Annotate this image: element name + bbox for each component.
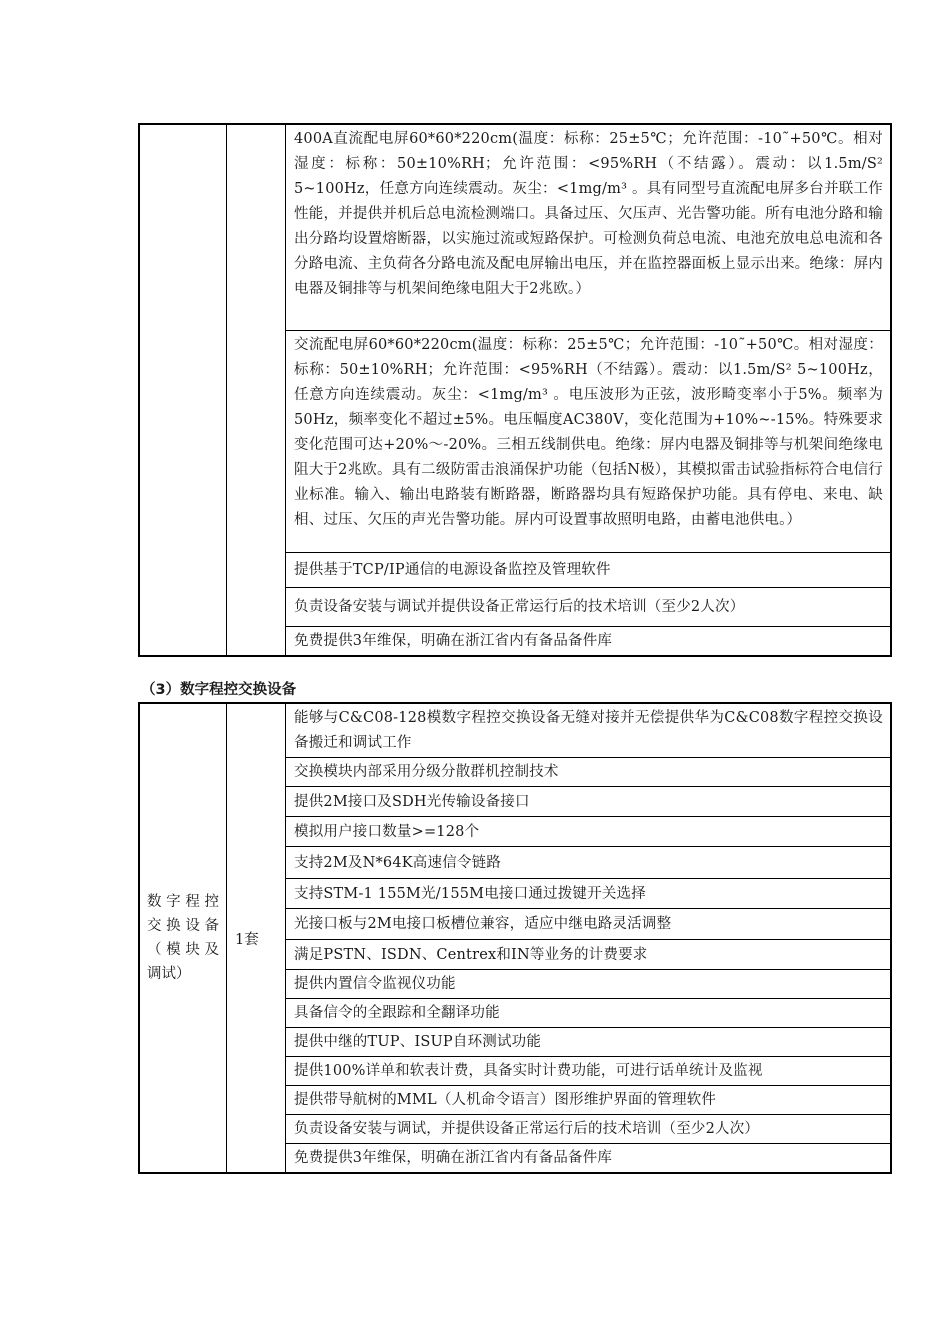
- item-name: 数字程控交换设备（模块及调试）: [147, 894, 219, 982]
- spec-text: 负责设备安装与调试，并提供设备正常运行后的技术培训（至少2人次）: [294, 1121, 760, 1137]
- spec-text: 提供中继的TUP、ISUP自环测试功能: [294, 1034, 542, 1050]
- spec-row: [286, 124, 892, 331]
- spec-row: [286, 909, 892, 940]
- quantity-cell: [227, 703, 286, 1173]
- spec-text: 提供基于TCP/IP通信的电源设备监控及管理软件: [294, 562, 611, 578]
- spec-text: 免费提供3年维保，明确在浙江省内有备品备件库: [294, 1150, 613, 1166]
- spec-text: 提供2M接口及SDH光传输设备接口: [294, 793, 530, 810]
- spec-text: 负责设备安装与调试并提供设备正常运行后的技术培训（至少2人次）: [294, 599, 745, 615]
- spec-text: 能够与C&C08-128模数字程控交换设备无缝对接并无偿提供华为C&C08数字程控交换设备搬迁和调试工作: [294, 710, 883, 751]
- spec-row: [286, 1057, 892, 1086]
- spec-text: 提供100%详单和软表计费，具备实时计费功能，可进行话单统计及监视: [294, 1063, 763, 1079]
- spec-text: 免费提供3年维保，明确在浙江省内有备品备件库: [294, 633, 613, 649]
- quantity: 1套: [235, 931, 259, 948]
- spec-row: [286, 879, 892, 909]
- spec-text: 满足PSTN、ISDN、Centrex和IN等业务的计费要求: [294, 946, 648, 963]
- spec-row: [286, 1144, 892, 1174]
- spec-row: [286, 847, 892, 879]
- item-name-cell: [139, 124, 227, 656]
- power-equipment-table: [138, 123, 892, 657]
- spec-text: 提供带导航树的MML（人机命令语言）图形维护界面的管理软件: [294, 1092, 717, 1108]
- spec-row: [286, 1115, 892, 1144]
- spec-text: 提供内置信令监视仪功能: [294, 976, 456, 992]
- spec-row: [286, 940, 892, 970]
- spec-row: [286, 1086, 892, 1115]
- spec-row: [286, 1028, 892, 1057]
- spec-text: 支持2M及N*64K高速信令链路: [294, 854, 501, 871]
- spec-row: [286, 703, 892, 758]
- spec-text: 交流配电屏60*60*220cm(温度：标称：25±5℃；允许范围：-10˜+50℃。相对湿度：标称：50±10%RH；允许范围：<95%RH（不结露）。震动：以1.5m/S² 5~100Hz，任意方向连续震动。灰尘：<1mg/m³ 。电压波形为正弦，波形畸变率小于5%。频率为50Hz，频率变化不超过±5%。电压幅度AC380V，变化范围为+10%~-15%。特殊要求变化范围可达+20%～-20%。三相五线制供电。绝缘：屏内电器及铜排等与机架间绝缘电阻大于2兆欧。具有二级防雷击浪涌保护功能（包括N极），其模拟雷击试验指标符合电信行业标准。输入、输出电路装有断路器，断路器均具有短路保护功能。具有停电、来电、缺相、过压、欠压的声光告警功能。屏内可设置事故照明电路，由蓄电池供电。）: [294, 337, 883, 528]
- spec-text: 交换模块内部采用分级分散群机控制技术: [294, 764, 559, 780]
- digital-exchange-table: [138, 702, 892, 1174]
- spec-text: 具备信令的全跟踪和全翻译功能: [294, 1005, 500, 1021]
- spec-row: [286, 627, 892, 657]
- section-heading: （3）数字程控交换设备: [141, 682, 297, 698]
- spec-text: 光接口板与2M电接口板槽位兼容，适应中继电路灵活调整: [294, 916, 672, 932]
- spec-row: [286, 787, 892, 817]
- spec-row: [286, 553, 892, 588]
- quantity-cell: [227, 124, 286, 656]
- spec-row: [286, 999, 892, 1028]
- spec-row: [286, 758, 892, 787]
- spec-row: [286, 817, 892, 847]
- spec-text: 400A直流配电屏60*60*220cm(温度：标称：25±5℃；允许范围：-10˜+50℃。相对湿度：标称：50±10%RH；允许范围：<95%RH（不结露）。震动：以1.5m/S² 5~100Hz，任意方向连续震动。灰尘：<1mg/m³ 。具有同型号直流配电屏多台并联工作性能，并提供并机后总电流检测端口。具备过压、欠压声、光告警功能。所有电池分路和输出分路均设置熔断器，以实施过流或短路保护。可检测负荷总电流、电池充放电总电流和各分路电流、主负荷各分路电流及配电屏输出电压，并在监控器面板上显示出来。绝缘：屏内电器及铜排等与机架间绝缘电阻大于2兆欧。）: [294, 131, 883, 297]
- spec-row: [286, 331, 892, 553]
- spec-text: 模拟用户接口数量>=128个: [294, 823, 480, 840]
- spec-text: 支持STM-1 155M光/155M电接口通过拨键开关选择: [294, 885, 646, 902]
- spec-row: [286, 588, 892, 627]
- item-name-cell: [139, 703, 227, 1173]
- spec-row: [286, 970, 892, 999]
